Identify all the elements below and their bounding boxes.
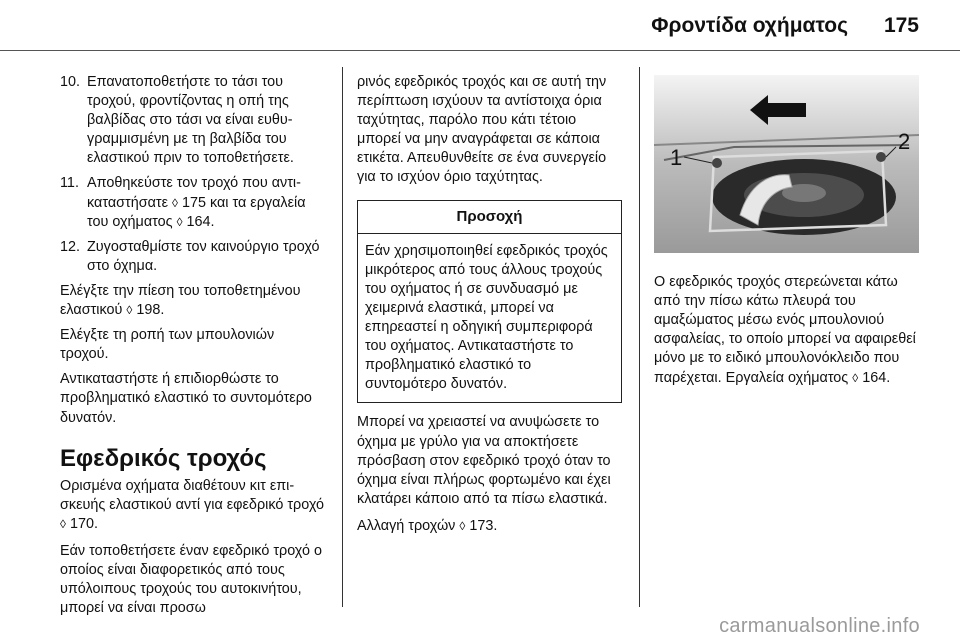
column-divider-1 — [342, 67, 343, 607]
spare-wheel-heading: Εφεδρικός τροχός — [60, 444, 267, 472]
spare-wheel-figure — [654, 75, 919, 253]
column-1 — [60, 73, 325, 618]
page-header — [0, 0, 960, 50]
step-12 — [60, 238, 325, 276]
page-ref[interactable]: 198. — [136, 302, 165, 319]
step-text-part: Αποθηκεύστε τον τροχό που αντικαταστήσατε — [87, 175, 301, 211]
figure-caption — [654, 273, 919, 388]
replace-paragraph: Αντικαταστήστε ή επιδιορθώστε το προβληματικό ελαστικό το συντομότερο δυνατόν. — [60, 371, 312, 426]
page-ref[interactable]: 164. — [186, 213, 215, 230]
caution-box — [357, 200, 622, 404]
page-ref-icon: ◊ — [852, 370, 859, 385]
page-ref-icon: ◊ — [459, 518, 466, 533]
caution-title: Προσοχή — [358, 201, 621, 234]
page-number: 175 — [883, 14, 919, 37]
jack-paragraph: Μπορεί να χρειαστεί να ανυψώσετε το όχημα με γρύλο για να αποκτήσετε πρόσβαση στον εφεδρικό τροχό όταν το όχημα είναι πλήρως φορτωμένο και έχει κλατάρει κάποιο από τα πίσω ελαστικά. — [357, 414, 611, 507]
step-11 — [60, 174, 325, 231]
step-number: 10. — [60, 74, 81, 90]
direction-arrow-shaft — [768, 103, 806, 117]
step-10 — [60, 73, 325, 168]
step-12-check-pressure — [60, 282, 325, 320]
figure-label-2: 2 — [898, 129, 911, 154]
step-text: Ζυγοσταθμίστε τον καινούργιο τροχό στο όχημα. — [87, 238, 320, 274]
spare-wheel-paragraph: Εάν τοποθετήσετε έναν εφεδρικό τροχό ο οποίος είναι διαφορετικός από τους υπόλοιπους τροχούς του αυτοκινήτου, μπορεί να είναι προσω — [60, 542, 322, 617]
step-text-part: και τα εργαλεία του οχήματος — [87, 194, 306, 230]
bolt-2 — [876, 152, 886, 162]
column-2 — [357, 73, 622, 536]
page-ref[interactable]: 164. — [862, 369, 891, 386]
caption-text: Ο εφεδρικός τροχός στερεώνεται κάτω από την πίσω κάτω πλευρά του αμαξώματος μέσω ενός μπουλονιού ασφαλείας, το οποίο μπορεί να αφαιρεθεί μόνο με το ειδικό μπουλονόκλειδο που παρέχεται. Εργαλεία οχήματος — [654, 274, 916, 386]
header-rule — [0, 50, 960, 51]
step-number: 11. — [60, 175, 79, 192]
page-ref-icon: ◊ — [60, 516, 66, 531]
step-number: 12. — [60, 238, 81, 255]
page-ref-icon: ◊ — [126, 303, 133, 318]
column-3 — [654, 73, 919, 388]
page-ref-icon: ◊ — [176, 214, 183, 229]
page-ref[interactable]: 175 — [181, 194, 206, 211]
caution-text: Εάν χρησιμοποιηθεί εφεδρικός τροχός μικρότερος από τους άλλους τροχούς του οχήματος ή σε συνδυασμό με χειμερινά ελαστικά, μπορεί να επηρεαστεί η οδηγική συμπεριφορά του οχήματος. Αντικαταστήστε το προβληματικό ελαστικό το συντομότερο δυνατόν. — [365, 242, 608, 393]
page-ref[interactable]: 173. — [469, 517, 498, 534]
watermark: carmanualsonline.info — [719, 615, 920, 637]
paragraph-text: Ορισμένα οχήματα διαθέτουν κιτ επισκευής ελαστικού αντί για εφεδρικό τροχό — [60, 477, 325, 513]
step-12-check-torque: Ελέγξτε τη ροπή των μπουλονιών τροχού. — [60, 327, 275, 363]
changing-wheels-ref — [357, 517, 622, 536]
section-title: Φροντίδα οχήματος — [651, 14, 848, 37]
step-text — [87, 174, 325, 231]
column-divider-2 — [639, 67, 640, 607]
step-text-part: Ελέγξτε την πίεση του τοποθετημένου ελαστικού — [60, 282, 301, 319]
repair-kit-paragraph — [60, 477, 325, 534]
spare-wheel-paragraph-cont: ρινός εφεδρικός τροχός και σε αυτή την περίπτωση ισχύουν τα αντίστοιχα όρια ταχύτητας, παρόλο που κάτι τέτοιο μπορεί να μην αναγράφεται σε κάποια ετικέτα. Απευθυνθείτε σε ένα συνεργείο για το ισχύον όριο ταχύτητας. — [357, 74, 607, 186]
page-ref[interactable]: 170. — [69, 515, 98, 532]
step-text: Επανατοποθετήστε το τάσι του τροχού, φροντίζοντας η οπή της βαλβίδας στο τάσι να είναι ευθυγραμμισμένη με τη βαλβίδα του ελαστικού πριν το τοποθετήσετε. — [87, 74, 294, 167]
ref-text: Αλλαγή τροχών — [357, 517, 460, 534]
figure-label-1: 1 — [670, 145, 683, 170]
page-ref-icon: ◊ — [172, 195, 178, 210]
bolt-1 — [712, 158, 722, 168]
